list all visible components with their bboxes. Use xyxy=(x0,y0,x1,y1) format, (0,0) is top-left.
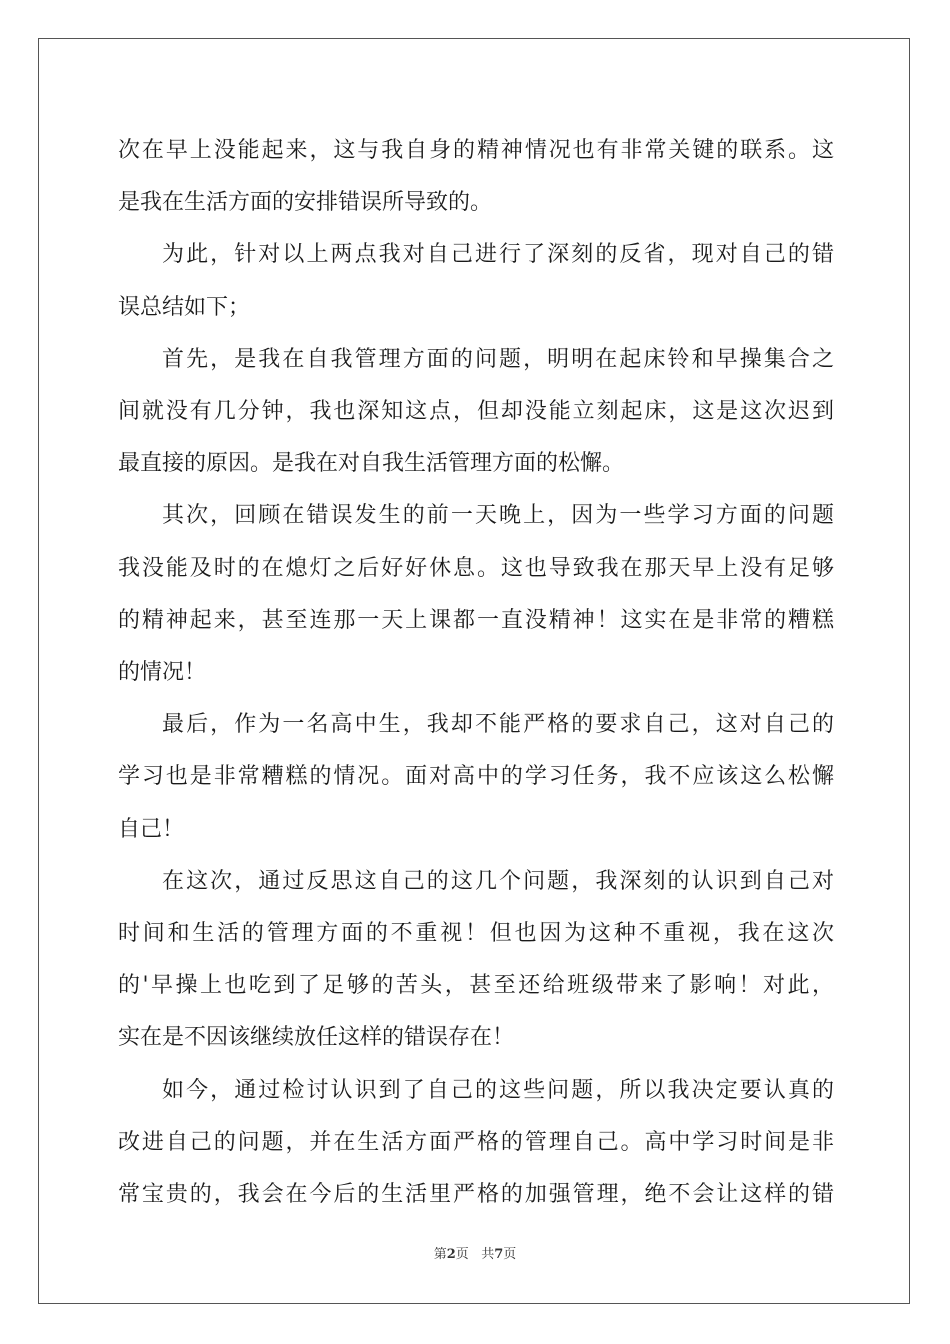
text-line: 常宝贵的，我会在今后的生活里严格的加强管理，绝不会让这样的错 xyxy=(118,1182,834,1207)
text-line: 如今，通过检讨认识到了自己的这些问题，所以我决定要认真的 xyxy=(162,1077,834,1103)
page-prefix: 第 xyxy=(433,1247,447,1262)
text-line: 实在是不因该继续放任这样的错误存在！ xyxy=(118,1025,515,1051)
text-line: 首先，是我在自我管理方面的问题，明明在起床铃和早操集合之 xyxy=(162,346,834,372)
text-line: 的精神起来，甚至连那一天上课都一直没精神！这实在是非常的糟糕 xyxy=(118,607,834,633)
text-line: 改进自己的问题，并在生活方面严格的管理自己。高中学习时间是非 xyxy=(118,1129,834,1155)
text-line: 在这次，通过反思这自己的这几个问题，我深刻的认识到自己对 xyxy=(162,868,834,894)
text-line: 我没能及时的在熄灯之后好好休息。这也导致我在那天早上没有足够 xyxy=(118,555,834,581)
text-line: 最直接的原因。是我在对自我生活管理方面的松懈。 xyxy=(118,451,625,477)
text-line: 是我在生活方面的安排错误所导致的。 xyxy=(118,190,493,216)
page-suffix: 页 xyxy=(455,1247,469,1262)
text-line: 自己！ xyxy=(118,816,185,842)
text-line: 学习也是非常糟糕的情况。面对高中的学习任务，我不应该这么松懈 xyxy=(118,764,834,790)
text-line: 其次，回顾在错误发生的前一天晚上，因为一些学习方面的问题 xyxy=(162,503,834,529)
page-number: 2 xyxy=(446,1247,456,1262)
total-prefix: 共 xyxy=(481,1247,495,1262)
text-line: 误总结如下； xyxy=(118,294,251,320)
text-line: 间就没有几分钟，我也深知这点，但却没能立刻起床，这是这次迟到 xyxy=(118,399,834,424)
total-number: 7 xyxy=(494,1247,504,1262)
text-line: 的情况！ xyxy=(118,660,207,685)
text-line: 时间和生活的管理方面的不重视！但也因为这种不重视，我在这次 xyxy=(118,921,834,946)
text-line: 的'早操上也吃到了足够的苦头，甚至还给班级带来了影响！对此， xyxy=(118,973,834,999)
text-line: 为此，针对以上两点我对自己进行了深刻的反省，现对自己的错 xyxy=(162,242,834,268)
text-line: 最后，作为一名高中生，我却不能严格的要求自己，这对自己的 xyxy=(162,712,834,738)
text-line: 次在早上没能起来，这与我自身的精神情况也有非常关键的联系。这 xyxy=(118,138,834,163)
total-suffix: 页 xyxy=(503,1247,517,1262)
page-footer xyxy=(0,1243,950,1262)
